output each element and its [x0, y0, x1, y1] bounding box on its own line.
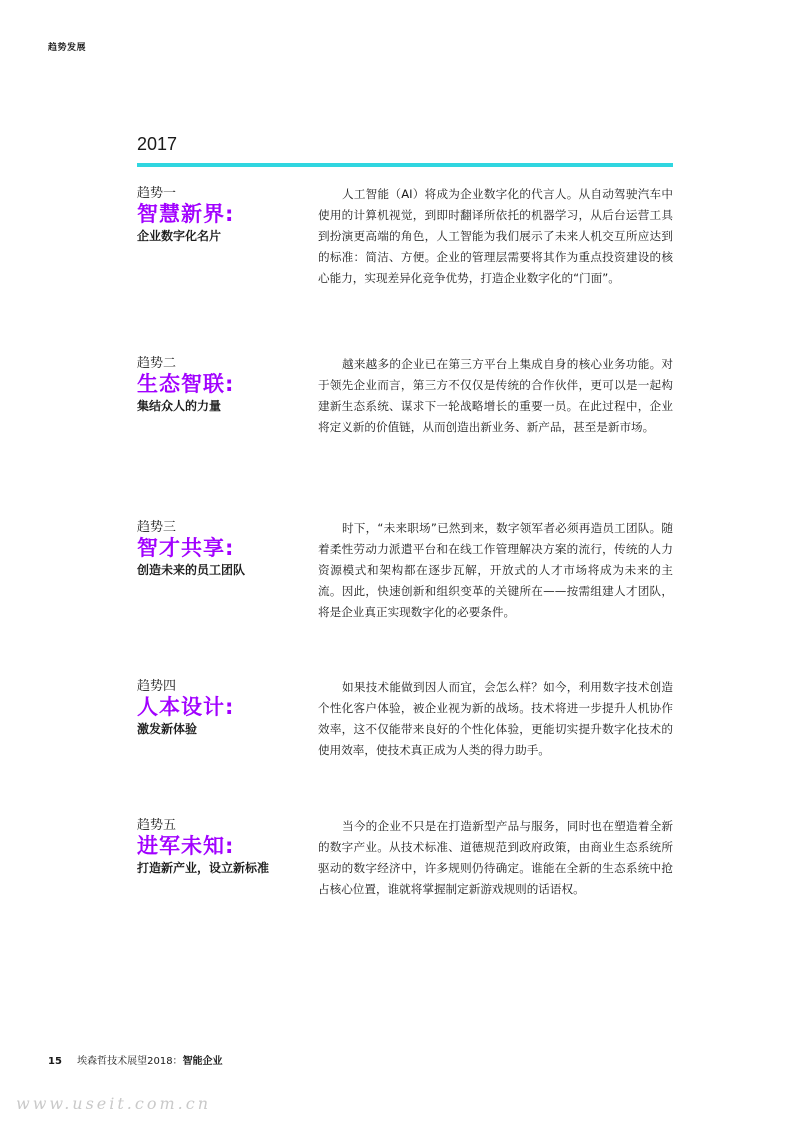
trend-number: 趋势四 — [137, 679, 177, 694]
trend-body: 如果技术能做到因人而宜，会怎么样？如今，利用数字技术创造个性化客户体验，被企业视为新的战场。技术将进一步提升人机协作效率，这不仅能带来良好的个性化体验，更能切实提升数字化技术的使用效率，使技术真正成为人类的得力助手。 — [318, 680, 673, 757]
cyan-divider — [137, 163, 673, 167]
trend-body: 越来越多的企业已在第三方平台上集成自身的核心业务功能。对于领先企业而言，第三方不仅仅是传统的合作伙伴，更可以是一起构建新生态系统、谋求下一轮战略增长的重要一员。在此过程中，企业将定义新的价值链，从而创造出新业务、新产品，甚至是新市场。 — [318, 357, 673, 434]
trend-subtitle: 集结众人的力量 — [137, 399, 222, 413]
trend-body: 当今的企业不只是在打造新型产品与服务，同时也在塑造着全新的数字产业。从技术标准、道德规范到政府政策，由商业生态系统所驱动的数字经济中，许多规则仍待确定。谁能在全新的生态系统中抢占核心位置，谁就将掌握制定新游戏规则的话语权。 — [318, 819, 673, 896]
trend-subtitle: 创造未来的员工团队 — [137, 563, 246, 577]
trend-number: 趋势二 — [137, 356, 177, 371]
trend-title: 智才共享: — [137, 536, 235, 560]
report-name: 埃森哲技术展望2018： — [77, 1056, 183, 1067]
page-footer — [48, 1052, 223, 1067]
trend-number: 趋势三 — [137, 520, 177, 535]
report-name-bold: 智能企业 — [182, 1056, 223, 1067]
page-number: 15 — [48, 1056, 62, 1067]
trend-number: 趋势一 — [137, 186, 177, 201]
trend-body: 人工智能（AI）将成为企业数字化的代言人。从自动驾驶汽车中使用的计算机视觉，到即时翻译所依托的机器学习，从后台运营工具到扮演更高端的角色，人工智能为我们展示了未来人机交互所应达到的标准：简洁、方便。企业的管理层需要将其作为重点投资建设的核心能力，实现差异化竞争优势，打造企业数字化的“门面”。 — [318, 187, 673, 285]
trend-subtitle: 激发新体验 — [137, 722, 198, 736]
trend-subtitle: 打造新产业，设立新标准 — [137, 861, 270, 875]
section-tag: 趋势发展 — [48, 43, 87, 53]
trend-subtitle: 企业数字化名片 — [137, 229, 222, 243]
trend-title: 进军未知: — [137, 834, 235, 858]
trend-title: 人本设计: — [137, 695, 235, 719]
year-heading: 2017 — [137, 134, 178, 154]
trend-title: 智慧新界: — [137, 202, 235, 226]
trend-title: 生态智联: — [137, 372, 235, 396]
watermark: www.useit.com.cn — [16, 1094, 212, 1113]
trend-number: 趋势五 — [137, 818, 177, 833]
trend-body: 时下，“未来职场”已然到来，数字领军者必须再造员工团队。随着柔性劳动力派遣平台和在线工作管理解决方案的流行，传统的人力资源模式和架构都在逐步瓦解，开放式的人才市场将成为未来的主流。因此，快速创新和组织变革的关键所在——按需组建人才团队，将是企业真正实现数字化的必要条件。 — [318, 521, 673, 619]
